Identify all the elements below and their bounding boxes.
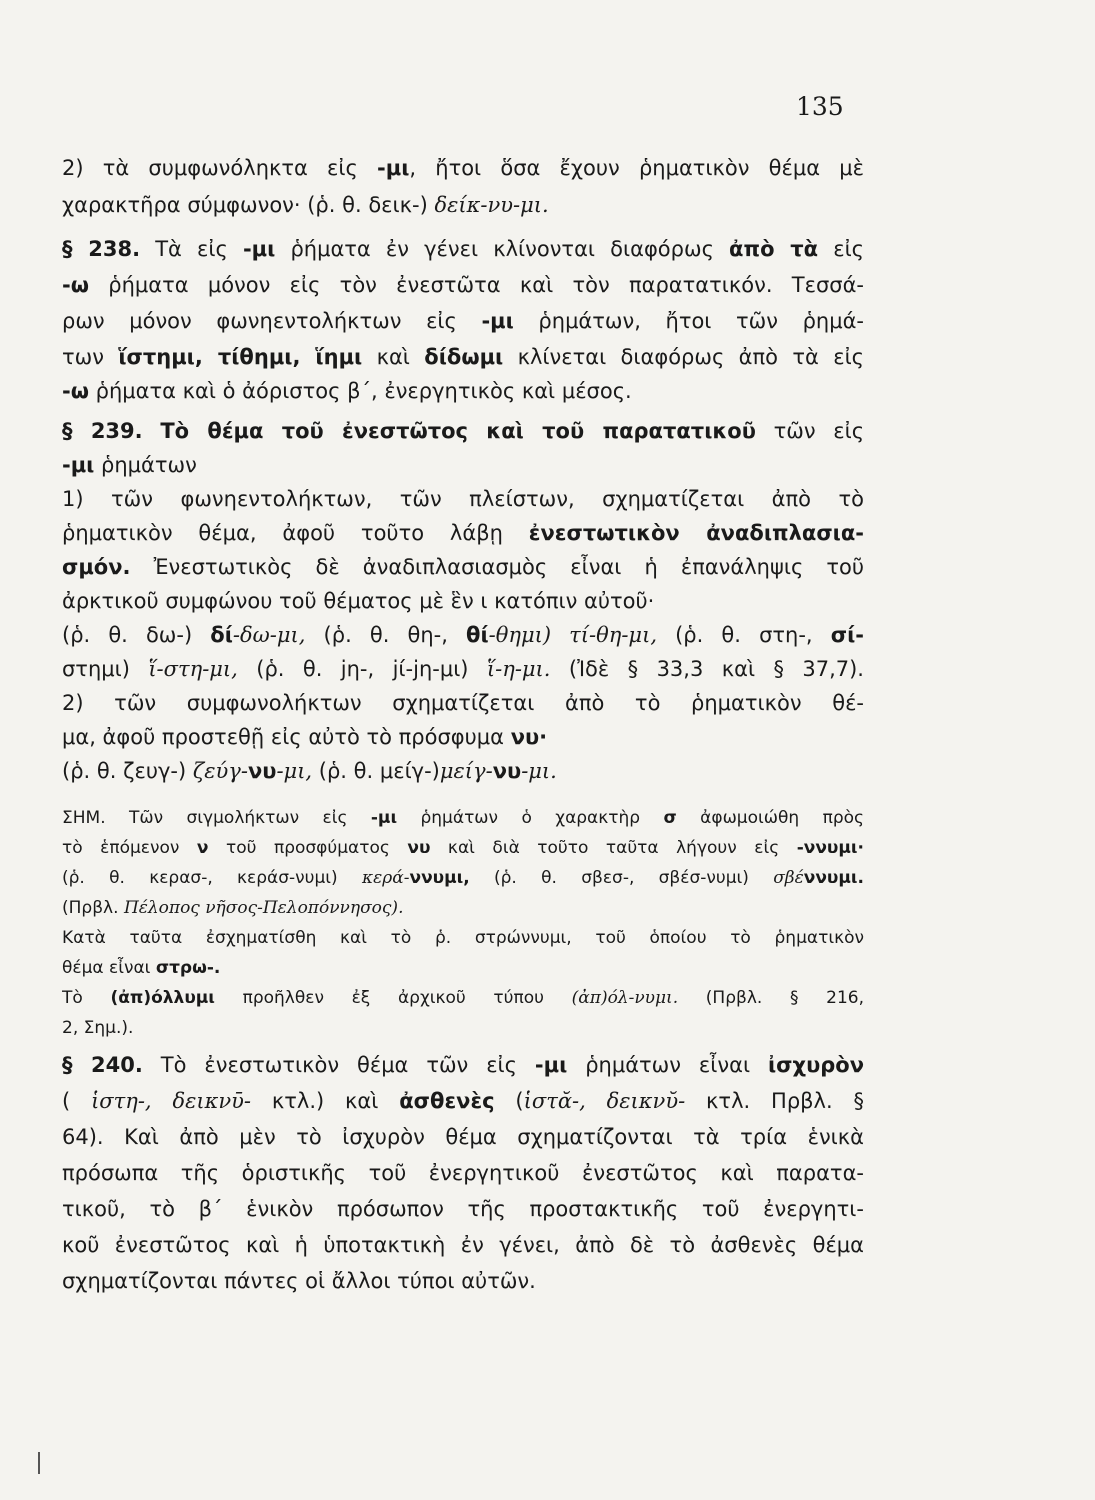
text-segment: δείκ-νυ-μι.: [434, 193, 549, 217]
note-line: [62, 986, 864, 1010]
text-segment: ρων μόνον φωνηεντολήκτων εἰς: [62, 309, 482, 333]
text-segment: 2) τὰ συμφωνόληκτα εἰς: [62, 156, 378, 180]
text-segment: (ῥ. θ. στη-,: [657, 623, 831, 647]
text-line: [62, 234, 864, 264]
text-segment: -μι.: [521, 759, 557, 783]
text-segment: -μι: [370, 808, 398, 828]
text-segment: σμόν.: [62, 555, 131, 579]
text-segment: μα, ἀφοῦ προστεθῇ εἰς αὐτὸ τὸ πρόσφυμα: [62, 725, 511, 749]
text-segment: -ννυμι·: [796, 838, 864, 858]
text-segment: § 239.: [62, 419, 143, 443]
text-line: [62, 306, 864, 336]
text-segment: ἵ-στη-μι,: [148, 657, 238, 681]
text-segment: νυ: [492, 759, 522, 783]
text-segment: (Πρβλ. § 216,: [678, 988, 864, 1008]
text-segment: ἵστημι, τίθημι, ἵημι: [118, 345, 363, 369]
text-segment: (ῥ. θ. σβεσ-, σβέσ-νυμι): [469, 868, 774, 888]
text-segment: ννυμι.: [803, 868, 864, 888]
text-segment: τικοῦ, τὸ β΄ ἑνικὸν πρόσωπον τῆς προστακτικῆς τοῦ ἐνεργητι-: [62, 1197, 864, 1221]
text-segment: των: [62, 345, 119, 369]
text-segment: Κατὰ ταῦτα ἐσχηματίσθη καὶ τὸ ῥ. στρώννυμι, τοῦ ὁποίου τὸ ῥηματικὸν: [62, 928, 864, 948]
text-line: [62, 1266, 864, 1296]
text-line: [62, 756, 864, 786]
text-line: [62, 270, 864, 300]
text-segment: Πέλοπος νῆσος-Πελοπόννησος).: [123, 898, 404, 918]
text-segment: ῥήματα καὶ ὁ ἀόριστος β΄, ἐνεργητικὸς καὶ μέσος.: [88, 379, 632, 403]
text-line: [62, 518, 864, 548]
text-segment: -μι: [481, 309, 514, 333]
text-segment: σ: [663, 808, 677, 828]
text-segment: ῥήματα μόνον εἰς τὸν ἐνεστῶτα καὶ τὸν παρατατικόν. Τεσσά-: [88, 273, 864, 297]
text-line: [62, 1086, 864, 1116]
text-segment: (ἀπ)όλ-νυμι.: [571, 988, 679, 1008]
text-segment: δί: [210, 623, 233, 647]
text-segment: -μι: [534, 1053, 568, 1077]
note-line: [62, 806, 864, 830]
text-line: [62, 450, 864, 480]
text-segment: (: [494, 1089, 524, 1113]
text-segment: Τὸ: [62, 988, 111, 1008]
text-line: [62, 342, 864, 372]
page-number: 135: [796, 92, 844, 121]
note-line: [62, 866, 864, 890]
text-segment: καὶ: [362, 345, 425, 369]
text-segment: προῆλθεν ἐξ ἀρχικοῦ τύπου: [214, 988, 572, 1008]
text-segment: κτλ. Πρβλ. §: [685, 1089, 864, 1113]
text-segment: σβέ: [773, 868, 804, 888]
text-segment: ῥημάτων: [94, 453, 197, 477]
text-line: [62, 688, 864, 718]
text-segment: (ῥ. θ. θη-,: [305, 623, 467, 647]
text-segment: ἱστᾰ-, δεικνῠ-: [523, 1089, 686, 1113]
text-segment: § 238.: [62, 237, 141, 261]
text-segment: πρόσωπα τῆς ὁριστικῆς τοῦ ἐνεργητικοῦ ἐνεστῶτος καὶ παρατα-: [62, 1161, 864, 1185]
text-line: [62, 484, 864, 514]
note-line: [62, 896, 864, 920]
text-segment: εἰς: [818, 237, 864, 261]
text-segment: σχηματίζονται πάντες οἱ ἄλλοι τύποι αὐτῶν.: [62, 1269, 536, 1293]
text-segment: νυ: [407, 838, 431, 858]
text-segment: θί: [466, 623, 489, 647]
text-segment: [143, 419, 161, 443]
text-segment: τὸ ἑπόμενον: [62, 838, 197, 858]
text-segment: (ῥ. θ. ζευγ-): [62, 759, 193, 783]
text-segment: (Ἰδὲ § 33,3 καὶ § 37,7).: [550, 657, 864, 681]
text-segment: (ῥ. θ. μείγ-): [312, 759, 440, 783]
text-segment: ΣΗΜ. Τῶν σιγμολήκτων εἰς: [62, 808, 371, 828]
text-segment: Ἐνεστωτικὸς δὲ ἀναδιπλασιασμὸς εἶναι ἡ ἐπανάληψις τοῦ: [130, 555, 864, 579]
text-segment: (ἀπ)όλλυμι: [110, 988, 215, 1008]
text-segment: ἵ-η-μι.: [486, 657, 551, 681]
note-line: [62, 926, 864, 950]
note-line: [62, 956, 864, 980]
text-segment: ἰσχυρὸν: [767, 1053, 864, 1077]
text-segment: καὶ διὰ τοῦτο ταῦτα λήγουν εἰς: [430, 838, 797, 858]
text-line: [62, 1230, 864, 1260]
text-segment: στρω-.: [155, 958, 221, 978]
text-segment: ῥηματικὸν θέμα, ἀφοῦ τοῦτο λάβῃ: [62, 521, 529, 545]
text-segment: θέμα εἶναι: [62, 958, 156, 978]
text-segment: § 240.: [62, 1053, 143, 1077]
text-segment: ἀφωμοιώθη πρὸς: [676, 808, 864, 828]
text-line: [62, 1158, 864, 1188]
text-segment: νυ: [247, 759, 277, 783]
text-segment: -μι,: [276, 759, 313, 783]
text-segment: κοῦ ἐνεστῶτος καὶ ἡ ὑποτακτικὴ ἐν γένει, ἀπὸ δὲ τὸ ἀσθενὲς θέμα: [62, 1233, 864, 1257]
text-segment: 64). Καὶ ἀπὸ μὲν τὸ ἰσχυρὸν θέμα σχηματίζονται τὰ τρία ἑνικὰ: [62, 1125, 864, 1149]
text-line: [62, 1122, 864, 1152]
text-segment: μείγ-: [439, 759, 493, 783]
text-segment: 2, Σημ.).: [62, 1018, 134, 1038]
text-segment: σί-: [830, 623, 864, 647]
text-segment: -θημι) τί-θη-μι,: [488, 623, 657, 647]
text-segment: ῥημάτων εἶναι: [567, 1053, 768, 1077]
text-segment: Τὸ ἐνεστωτικὸν θέμα τῶν εἰς: [142, 1053, 535, 1077]
text-segment: ἀσθενὲς: [399, 1089, 495, 1113]
text-segment: Τὰ εἰς: [140, 237, 243, 261]
margin-mark: [38, 1452, 40, 1474]
text-segment: κερά-: [361, 868, 410, 888]
text-segment: -μι: [377, 156, 410, 180]
text-segment: ῥημάτων ὁ χαρακτὴρ: [397, 808, 664, 828]
text-line: [62, 586, 864, 616]
text-segment: τοῦ προσφύματος: [208, 838, 408, 858]
text-segment: ἀρκτικοῦ συμφώνου τοῦ θέματος μὲ ἓν ι κατόπιν αὐτοῦ·: [62, 589, 655, 613]
text-segment: , ἤτοι ὅσα ἔχουν ῥηματικὸν θέμα μὲ: [409, 156, 864, 180]
text-segment: κλίνεται διαφόρως ἀπὸ τὰ εἰς: [503, 345, 864, 369]
text-line: [62, 620, 864, 650]
text-segment: νυ·: [510, 725, 548, 749]
text-segment: Τὸ θέμα τοῦ ἐνεστῶτος καὶ τοῦ παρατατικοῦ: [160, 419, 756, 443]
text-line: [62, 416, 864, 446]
text-segment: -μι: [242, 237, 276, 261]
text-line: [62, 190, 864, 220]
text-segment: ννυμι,: [409, 868, 470, 888]
text-segment: -μι: [62, 453, 95, 477]
text-segment: ἀπὸ τὰ: [729, 237, 819, 261]
text-segment: στημι): [62, 657, 149, 681]
text-segment: κτλ.) καὶ: [251, 1089, 400, 1113]
text-segment: (Πρβλ.: [62, 898, 124, 918]
text-segment: 1) τῶν φωνηεντολήκτων, τῶν πλείστων, σχηματίζεται ἀπὸ τὸ: [62, 487, 864, 511]
text-segment: ῥημάτων, ἤτοι τῶν ῥημά-: [513, 309, 864, 333]
text-line: [62, 654, 864, 684]
text-line: [62, 1194, 864, 1224]
text-segment: ζεύγ-: [192, 759, 248, 783]
note-line: [62, 836, 864, 860]
text-segment: (ῥ. θ. δω-): [62, 623, 211, 647]
text-line: [62, 1050, 864, 1080]
text-segment: ῥήματα ἐν γένει κλίνονται διαφόρως: [275, 237, 730, 261]
text-segment: δίδωμι: [424, 345, 504, 369]
text-line: [62, 153, 864, 183]
text-segment: (ῥ. θ. κερασ-, κεράσ-νυμι): [62, 868, 362, 888]
text-line: [62, 376, 864, 406]
text-segment: (ῥ. θ. jη-, jί-jη-μι): [237, 657, 487, 681]
text-segment: ἱστη-, δεικνῡ-: [91, 1089, 252, 1113]
text-line: [62, 722, 864, 752]
text-line: [62, 552, 864, 582]
text-segment: χαρακτῆρα σύμφωνον· (ῥ. θ. δεικ-): [62, 193, 435, 217]
text-segment: ν: [196, 838, 209, 858]
text-segment: ἐνεστωτικὸν ἀναδιπλασια-: [528, 521, 864, 545]
text-segment: -δω-μι,: [232, 623, 306, 647]
note-line: [62, 1016, 864, 1040]
text-segment: -ω: [62, 379, 89, 403]
text-segment: (: [62, 1089, 92, 1113]
text-segment: -ω: [62, 273, 89, 297]
text-segment: 2) τῶν συμφωνολήκτων σχηματίζεται ἀπὸ τὸ ῥηματικὸν θέ-: [62, 691, 864, 715]
text-segment: τῶν εἰς: [755, 419, 864, 443]
